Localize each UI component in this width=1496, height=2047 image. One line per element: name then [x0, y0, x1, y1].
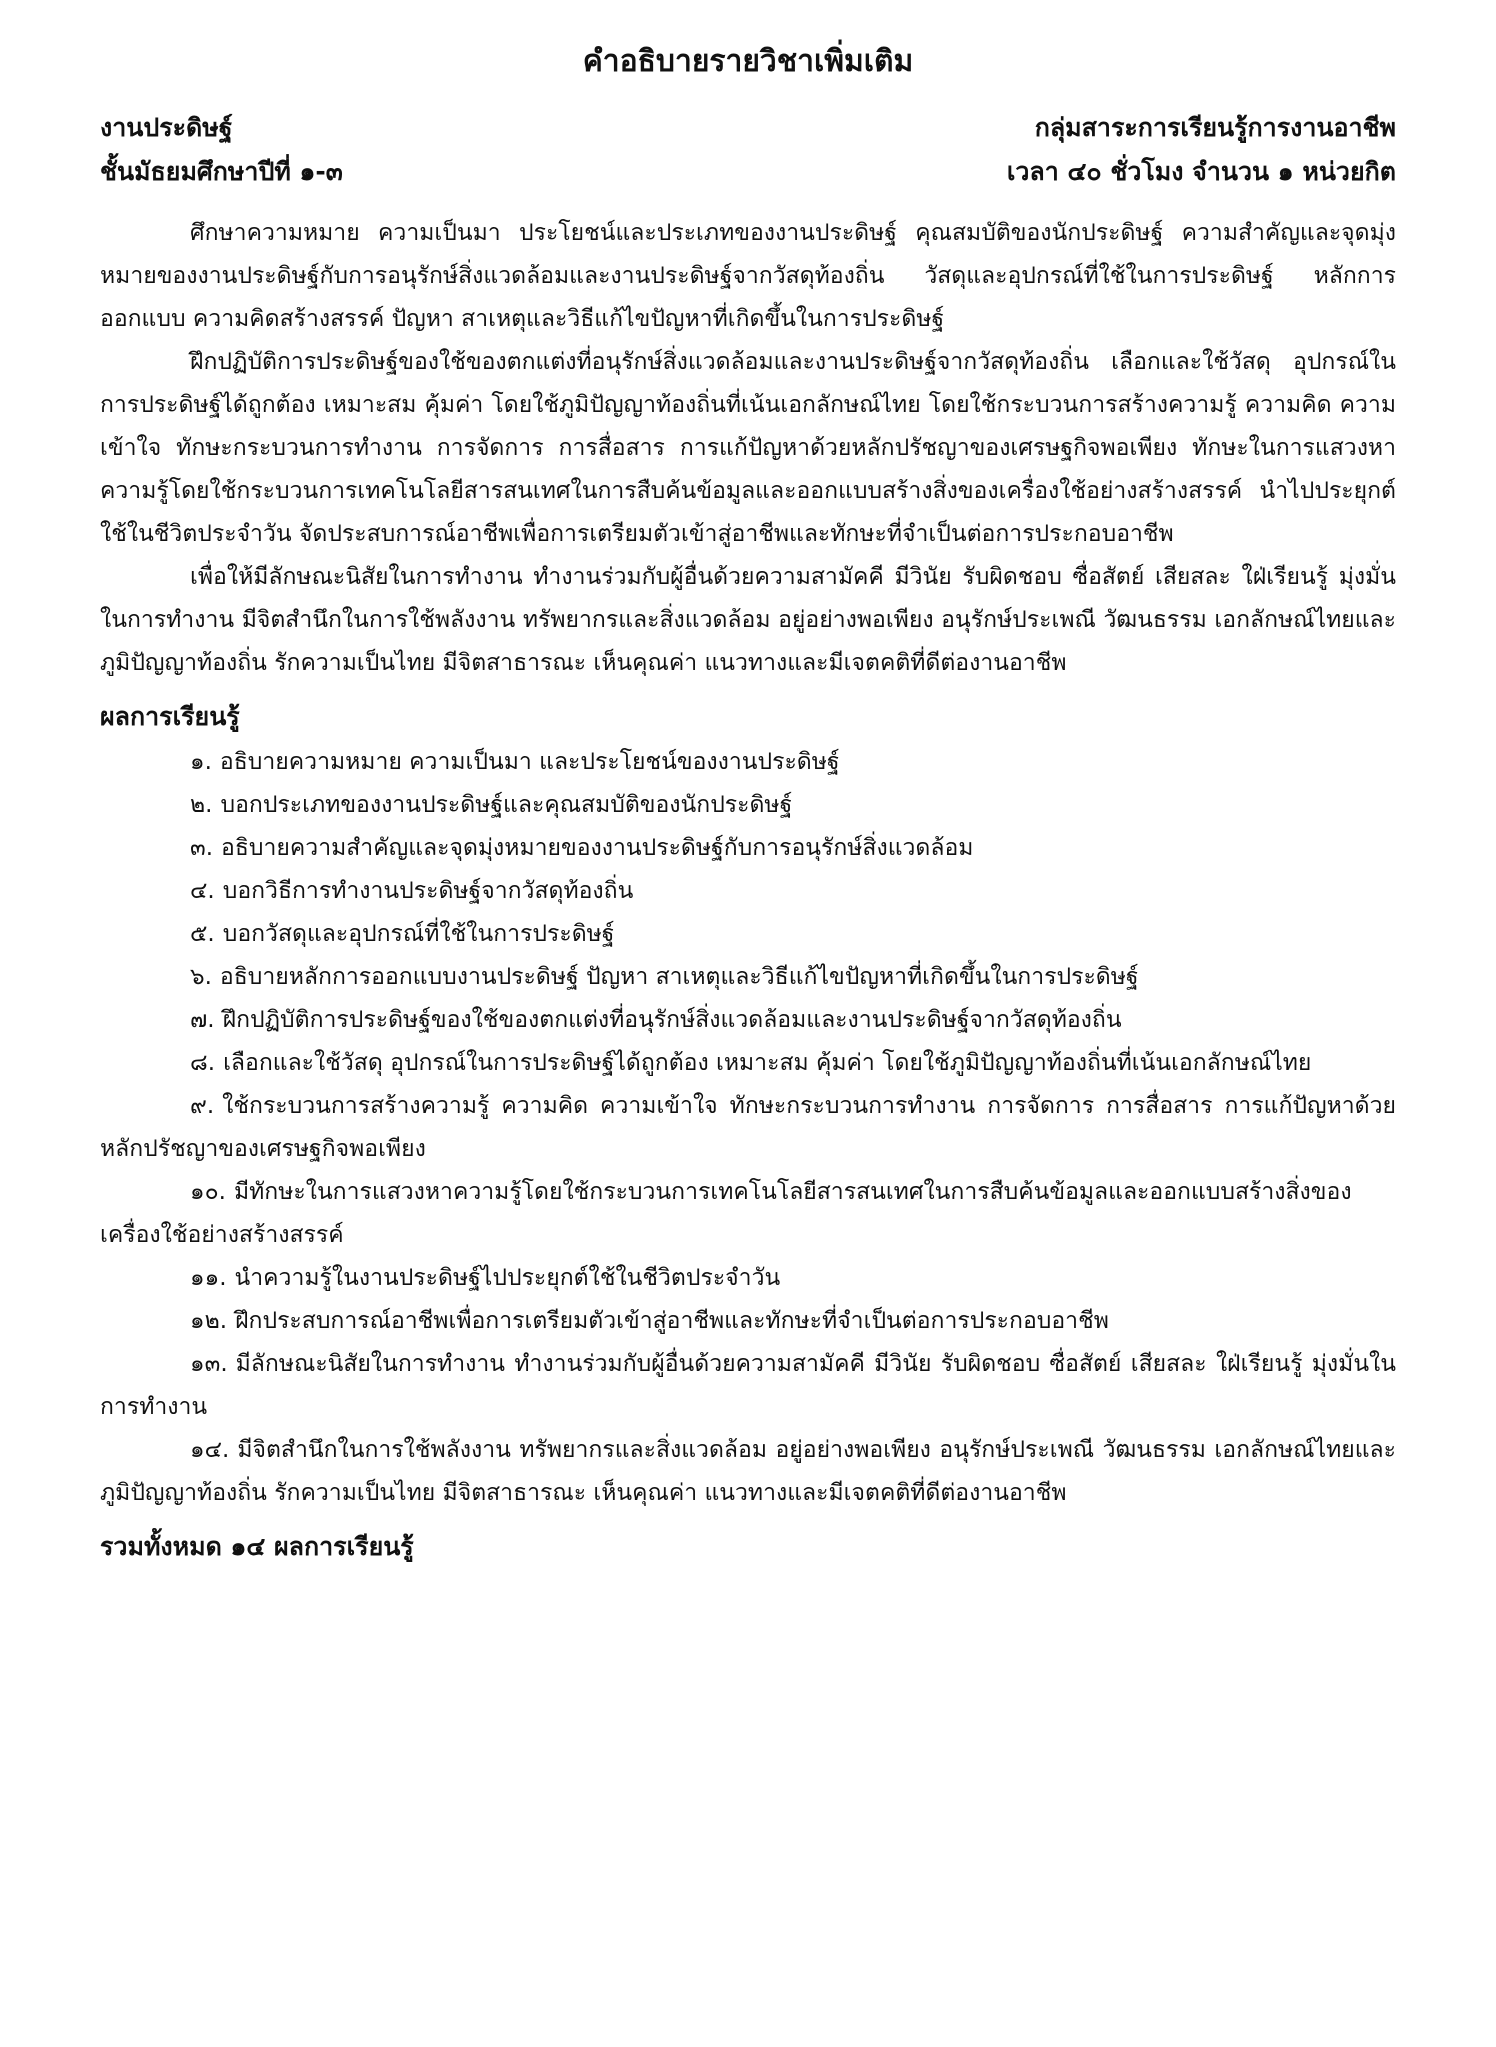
outcome-number: ๑๐.	[190, 1179, 226, 1205]
subject-name: งานประดิษฐ์	[100, 113, 233, 142]
outcome-item	[100, 956, 1396, 999]
outcome-number: ๙.	[190, 1093, 215, 1119]
outcome-text: ฝึกปฏิบัติการประดิษฐ์ของใช้ของตกแต่งที่อนุรักษ์สิ่งแวดล้อมและงานประดิษฐ์จากวัสดุท้องถิ่น	[222, 1007, 1122, 1033]
outcome-item	[100, 1257, 1396, 1300]
outcome-item	[100, 1429, 1396, 1515]
outcome-item	[100, 1171, 1396, 1257]
outcome-item	[100, 1343, 1396, 1429]
outcomes-summary: รวมทั้งหมด ๑๔ ผลการเรียนรู้	[100, 1532, 414, 1561]
outcomes-heading: ผลการเรียนรู้	[100, 702, 240, 731]
outcome-text: เลือกและใช้วัสดุ อุปกรณ์ในการประดิษฐ์ได้ถูกต้อง เหมาะสม คุ้มค่า โดยใช้ภูมิปัญญาท้องถิ่นที่เน้นเอกลักษณ์ไทย	[223, 1050, 1312, 1076]
outcome-item	[100, 913, 1396, 956]
outcome-number: ๖.	[190, 964, 212, 990]
outcome-number: ๓.	[190, 835, 214, 861]
outcome-number: ๑๔.	[190, 1437, 230, 1463]
course-description-page	[100, 40, 1396, 1569]
outcome-text: ฝึกประสบการณ์อาชีพเพื่อการเตรียมตัวเข้าสู่อาชีพและทักษะที่จำเป็นต่อการประกอบอาชีพ	[235, 1308, 1109, 1334]
outcome-item	[100, 1300, 1396, 1343]
description-paragraph: ศึกษาความหมาย ความเป็นมา ประโยชน์และประเภทของงานประดิษฐ์ คุณสมบัติของนักประดิษฐ์ ความสำคัญและจุดมุ่งหมายของงานประดิษฐ์กับการอนุรักษ์สิ่งแวดล้อมและงานประดิษฐ์จากวัสดุท้องถิ่น วัสดุและอุปกรณ์ที่ใช้ในการประดิษฐ์ หลักการออกแบบ ความคิดสร้างสรรค์ ปัญหา สาเหตุและวิธีแก้ไขปัญหาที่เกิดขึ้นในการประดิษฐ์	[100, 220, 1396, 332]
grade-level: ชั้นมัธยมศึกษาปีที่ ๑-๓	[100, 157, 343, 186]
outcome-number: ๕.	[190, 921, 215, 947]
document-title: คำอธิบายรายวิชาเพิ่มเติม	[582, 44, 914, 79]
learning-area: กลุ่มสาระการเรียนรู้การงานอาชีพ	[1034, 113, 1396, 142]
header-row-subject	[100, 106, 1396, 150]
outcome-text: อธิบายความสำคัญและจุดมุ่งหมายของงานประดิษฐ์กับการอนุรักษ์สิ่งแวดล้อม	[221, 835, 974, 861]
outcome-number: ๘.	[190, 1050, 216, 1076]
outcome-number: ๑๓.	[190, 1351, 228, 1377]
outcome-item	[100, 741, 1396, 784]
description-paragraph: ฝึกปฏิบัติการประดิษฐ์ของใช้ของตกแต่งที่อนุรักษ์สิ่งแวดล้อมและงานประดิษฐ์จากวัสดุท้องถิ่น เลือกและใช้วัสดุ อุปกรณ์ในการประดิษฐ์ได้ถูกต้อง เหมาะสม คุ้มค่า โดยใช้ภูมิปัญญาท้องถิ่นที่เน้นเอกลักษณ์ไทย โดยใช้กระบวนการสร้างความรู้ ความคิด ความเข้าใจ ทักษะกระบวนการทำงาน การจัดการ การสื่อสาร การแก้ปัญหาด้วยหลักปรัชญาของเศรษฐกิจพอเพียง ทักษะในการแสวงหาความรู้โดยใช้กระบวนการเทคโนโลยีสารสนเทศในการสืบค้นข้อมูลและออกแบบสร้างสิ่งของเครื่องใช้อย่างสร้างสรรค์ นำไปประยุกต์ใช้ในชีวิตประจำวัน จัดประสบการณ์อาชีพเพื่อการเตรียมตัวเข้าสู่อาชีพและทักษะที่จำเป็นต่อการประกอบอาชีพ	[100, 349, 1396, 547]
outcome-text: อธิบายหลักการออกแบบงานประดิษฐ์ ปัญหา สาเหตุและวิธีแก้ไขปัญหาที่เกิดขึ้นในการประดิษฐ์	[219, 964, 1139, 990]
outcome-number: ๑.	[190, 749, 212, 775]
outcome-item	[100, 1085, 1396, 1171]
outcome-number: ๗.	[190, 1007, 215, 1033]
outcome-item	[100, 870, 1396, 913]
outcome-item	[100, 999, 1396, 1042]
outcome-text: อธิบายความหมาย ความเป็นมา และประโยชน์ของงานประดิษฐ์	[219, 749, 840, 775]
outcome-text: มีจิตสำนึกในการใช้พลังงาน ทรัพยากรและสิ่งแวดล้อม อยู่อย่างพอเพียง อนุรักษ์ประเพณี วัฒนธรรม เอกลักษณ์ไทยและภูมิปัญญาท้องถิ่น รักความเป็นไทย มีจิตสาธารณะ เห็นคุณค่า แนวทางและมีเจตคติที่ดีต่องานอาชีพ	[100, 1437, 1396, 1506]
description-section	[100, 212, 1396, 685]
outcome-text: มีลักษณะนิสัยในการทำงาน ทำงานร่วมกับผู้อื่นด้วยความสามัคคี มีวินัย รับผิดชอบ ซื่อสัตย์ เสียสละ ใฝ่เรียนรู้ มุ่งมั่นในการทำงาน	[100, 1351, 1396, 1420]
outcome-text: บอกประเภทของงานประดิษฐ์และคุณสมบัติของนักประดิษฐ์	[220, 792, 793, 818]
outcome-item	[100, 1042, 1396, 1085]
outcome-text: มีทักษะในการแสวงหาความรู้โดยใช้กระบวนการเทคโนโลยีสารสนเทศในการสืบค้นข้อมูลและออกแบบสร้างสิ่งของเครื่องใช้อย่างสร้างสรรค์	[100, 1179, 1352, 1248]
outcome-number: ๑๒.	[190, 1308, 228, 1334]
outcome-text: นำความรู้ในงานประดิษฐ์ไปประยุกต์ใช้ในชีวิตประจำวัน	[234, 1265, 781, 1291]
outcome-item	[100, 827, 1396, 870]
outcomes-list	[100, 741, 1396, 1515]
header-row-grade	[100, 150, 1396, 194]
outcome-text: บอกวิธีการทำงานประดิษฐ์จากวัสดุท้องถิ่น	[222, 878, 634, 904]
outcome-text: ใช้กระบวนการสร้างความรู้ ความคิด ความเข้าใจ ทักษะกระบวนการทำงาน การจัดการ การสื่อสาร การแก้ปัญหาด้วยหลักปรัชญาของเศรษฐกิจพอเพียง	[100, 1093, 1396, 1162]
outcome-text: บอกวัสดุและอุปกรณ์ที่ใช้ในการประดิษฐ์	[222, 921, 615, 947]
outcome-number: ๒.	[190, 792, 213, 818]
time-credit: เวลา ๔๐ ชั่วโมง จำนวน ๑ หน่วยกิต	[1006, 157, 1396, 186]
outcome-item	[100, 784, 1396, 827]
outcome-number: ๔.	[190, 878, 215, 904]
outcome-number: ๑๑.	[190, 1265, 227, 1291]
description-paragraph: เพื่อให้มีลักษณะนิสัยในการทำงาน ทำงานร่วมกับผู้อื่นด้วยความสามัคคี มีวินัย รับผิดชอบ ซื่อสัตย์ เสียสละ ใฝ่เรียนรู้ มุ่งมั่นในการทำงาน มีจิตสำนึกในการใช้พลังงาน ทรัพยากรและสิ่งแวดล้อม อยู่อย่างพอเพียง อนุรักษ์ประเพณี วัฒนธรรม เอกลักษณ์ไทยและภูมิปัญญาท้องถิ่น รักความเป็นไทย มีจิตสาธารณะ เห็นคุณค่า แนวทางและมีเจตคติที่ดีต่องานอาชีพ	[100, 564, 1396, 676]
